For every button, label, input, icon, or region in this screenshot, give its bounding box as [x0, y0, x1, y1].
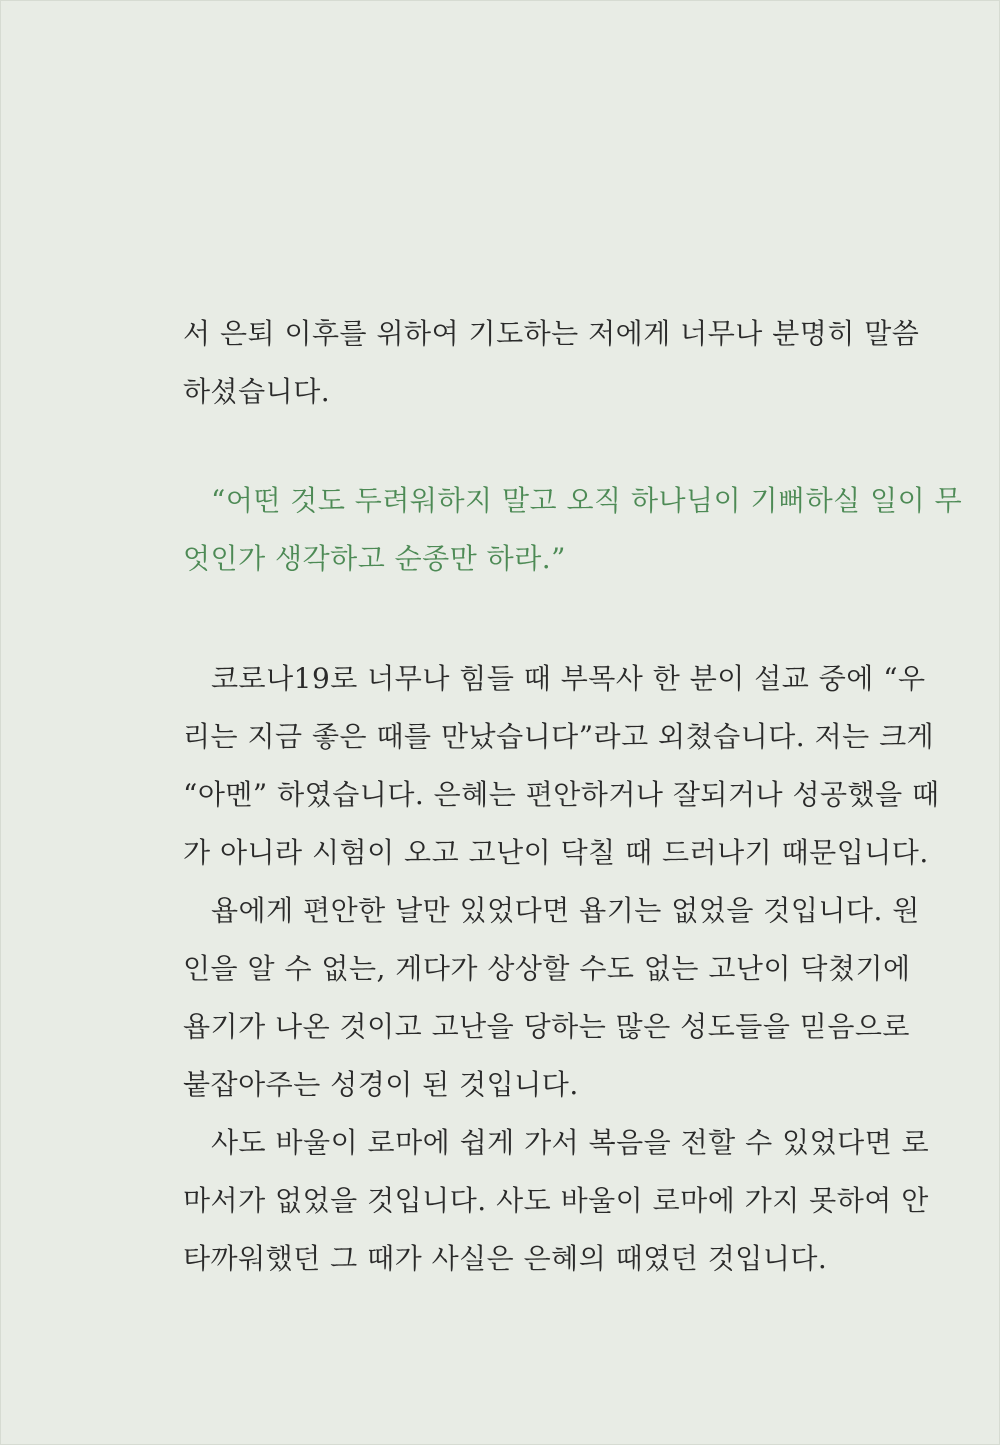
- text-line: 리는 지금 좋은 때를 만났습니다”라고 외쳤습니다. 저는 크게: [183, 720, 935, 753]
- text-line: 욥에게 편안한 날만 있었다면 욥기는 없었을 것입니다. 원: [211, 894, 920, 927]
- text-line: 욥기가 나온 것이고 고난을 당하는 많은 성도들을 믿음으로: [183, 1010, 910, 1043]
- quote-block: [183, 472, 963, 588]
- text-line: 하셨습니다.: [183, 375, 331, 408]
- quote-line: “어떤 것도 두려워하지 말고 오직 하나님이 기뻐하실 일이 무: [211, 484, 963, 517]
- quote-line: 엇인가 생각하고 순종만 하라.”: [183, 542, 566, 575]
- paragraph-body: [183, 650, 940, 1288]
- text-line: 타까워했던 그 때가 사실은 은혜의 때였던 것입니다.: [183, 1242, 828, 1275]
- paragraph-intro: [183, 305, 920, 421]
- text-line: 사도 바울이 로마에 쉽게 가서 복음을 전할 수 있었다면 로: [211, 1126, 930, 1159]
- text-line: 가 아니라 시험이 오고 고난이 닥칠 때 드러나기 때문입니다.: [183, 836, 929, 869]
- text-line: 붙잡아주는 성경이 된 것입니다.: [183, 1068, 579, 1101]
- text-line: “아멘” 하였습니다. 은혜는 편안하거나 잘되거나 성공했을 때: [183, 778, 940, 811]
- text-line: 인을 알 수 없는, 게다가 상상할 수도 없는 고난이 닥쳤기에: [183, 952, 911, 985]
- text-line: 코로나19로 너무나 힘들 때 부목사 한 분이 설교 중에 “우: [211, 662, 926, 695]
- text-line: 마서가 없었을 것입니다. 사도 바울이 로마에 가지 못하여 안: [183, 1184, 929, 1217]
- text-line: 서 은퇴 이후를 위하여 기도하는 저에게 너무나 분명히 말씀: [183, 317, 920, 350]
